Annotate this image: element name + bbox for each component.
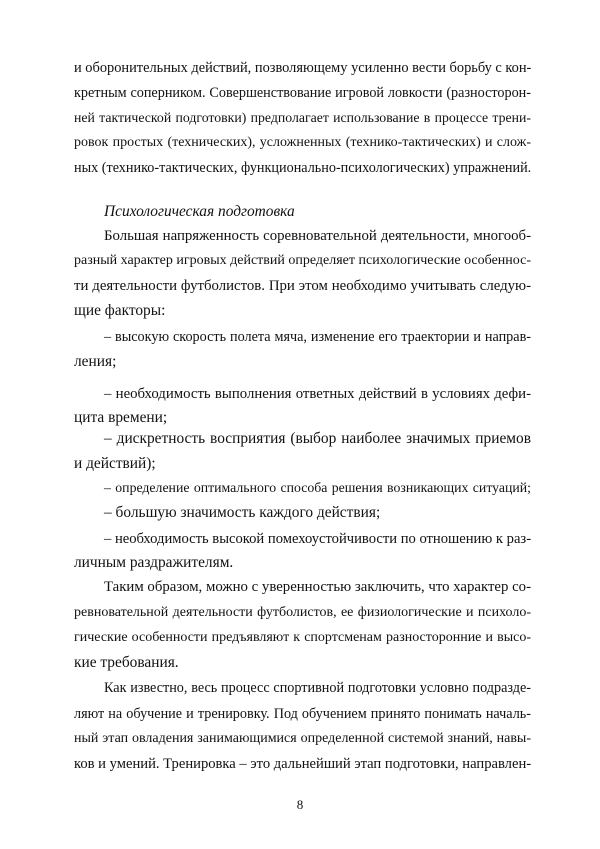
text-line: разный характер игровых действий определяет психологические особеннос- — [74, 253, 531, 268]
text-line: ных (технико-тактических, функционально-психологических) упражнений. — [74, 160, 532, 176]
text-line: ровок простых (технических), усложненных (технико-тактических) и слож- — [74, 135, 531, 150]
text-line: Как известно, весь процесс спортивной подготовки условно подразде- — [104, 680, 531, 696]
text-line: кие требования. — [74, 654, 179, 671]
list-item: – необходимость высокой помехоустойчивости по отношению к раз- — [104, 531, 532, 547]
list-item-continuation: цита времени; — [74, 409, 168, 426]
text-line: кретным соперником. Совершенствование игровой ловкости (разносторон- — [74, 85, 531, 101]
list-item: – высокую скорость полета мяча, изменение его траектории и направ- — [104, 329, 531, 345]
text-line: ти деятельности футболистов. При этом необходимо учитывать следую- — [74, 278, 531, 294]
text-line: ков и умений. Тренировка – это дальнейший этап подготовки, направлен- — [74, 756, 532, 772]
text-line: Большая напряженность соревновательной деятельности, многооб- — [104, 228, 531, 244]
text-line: Таким образом, можно с уверенностью заключить, что характер со- — [104, 579, 531, 595]
text-line: ревновательной деятельности футболистов, ее физиологические и психоло- — [74, 605, 531, 620]
list-item-continuation: и действий); — [74, 455, 156, 472]
text-line: и оборонительных действий, позволяющему усиленно вести борьбу с кон- — [74, 60, 532, 76]
text-line: ный этап овладения занимающимися определенной системой знаний, навы- — [74, 731, 531, 746]
list-item: – дискретность восприятия (выбор наиболее значимых приемов — [104, 430, 531, 447]
list-item: – большую значимость каждого действия; — [104, 504, 381, 521]
text-line: ляют на обучение и тренировку. Под обучением принято понимать началь- — [74, 706, 531, 722]
list-item-continuation: личным раздражителям. — [74, 554, 234, 571]
list-item: – определение оптимального способа решения возникающих ситуаций; — [104, 480, 531, 495]
text-line: щие факторы: — [74, 302, 166, 319]
page-number: 8 — [296, 797, 304, 812]
list-item-continuation: ления; — [74, 353, 117, 370]
section-heading: Психологическая подготовка — [104, 203, 295, 220]
text-line: гические особенности предъявляют к спортсменам разносторонние и высо- — [74, 630, 531, 645]
list-item: – необходимость выполнения ответных действий в условиях дефи- — [104, 386, 531, 402]
text-line: ней тактической подготовки) предполагает использование в процессе трени- — [74, 110, 531, 125]
